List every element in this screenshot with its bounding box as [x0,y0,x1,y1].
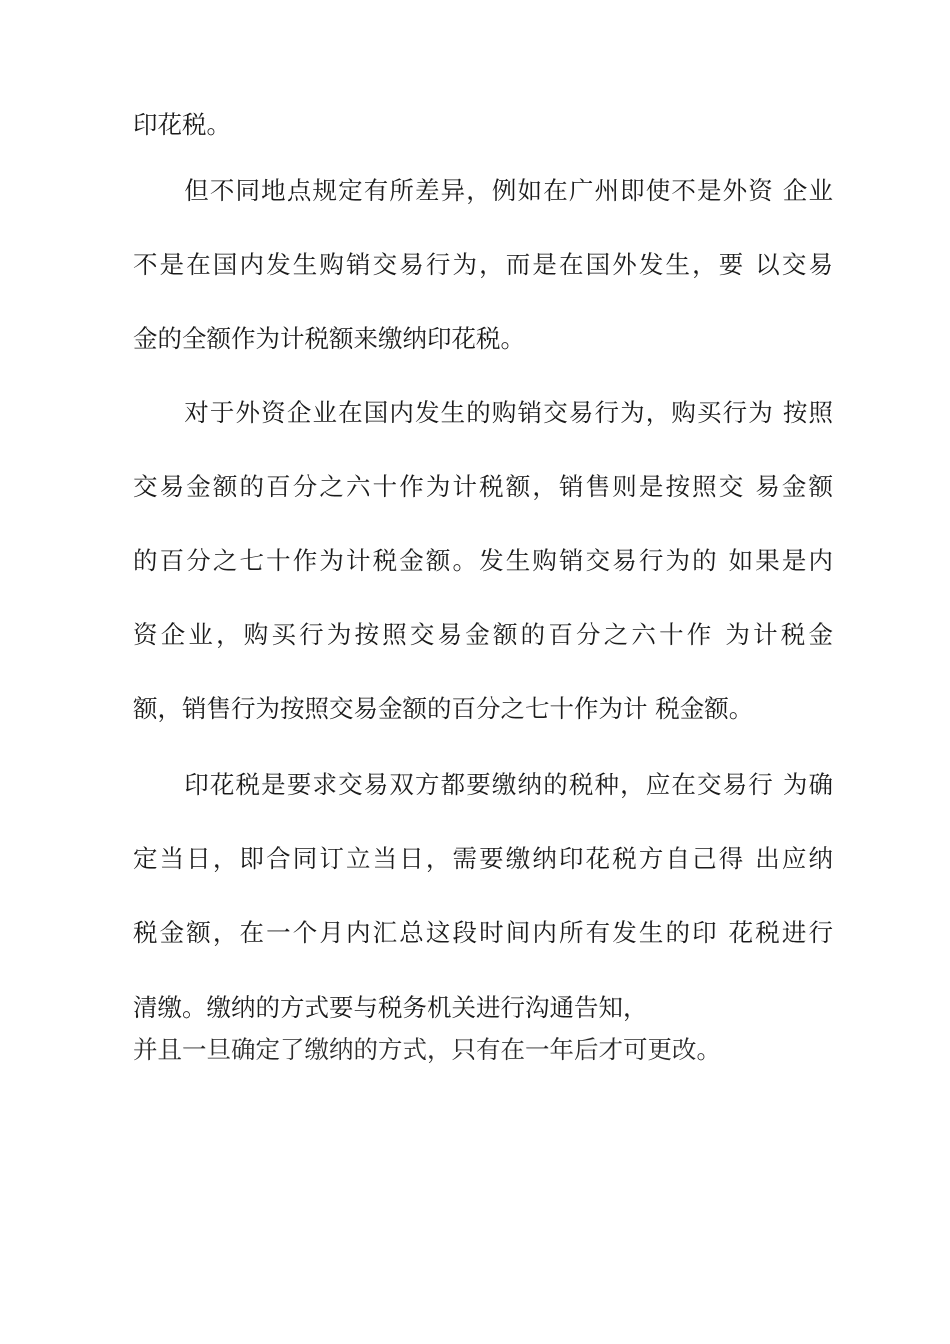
text-line-8: 资企业，购买行为按照交易金额的百分之六十作 为计税金 [133,620,833,649]
text-line-7: 的百分之七十作为计税金额。发生购销交易行为的 如果是内 [133,546,833,575]
text-line-1: 印花税。 [133,110,231,139]
text-line-3: 不是在国内发生购销交易行为，而是在国外发生，要 以交易 [133,250,833,279]
text-line-12: 税金额，在一个月内汇总这段时间内所有发生的印 花税进行 [133,918,833,947]
text-line-5: 对于外资企业在国内发生的购销交易行为，购买行为 按照 [133,398,833,427]
text-line-4: 金的全额作为计税额来缴纳印花税。 [133,324,525,353]
text-line-2: 但不同地点规定有所差异，例如在广州即使不是外资 企业 [133,176,833,205]
text-line-6: 交易金额的百分之六十作为计税额，销售则是按照交 易金额 [133,472,833,501]
text-line-14: 并且一旦确定了缴纳的方式，只有在一年后才可更改。 [133,1035,721,1064]
text-line-9: 额，销售行为按照交易金额的百分之七十作为计 税金额。 [133,694,754,723]
text-line-13: 清缴。缴纳的方式要与税务机关进行沟通告知， [133,993,648,1022]
text-line-11: 定当日，即合同订立当日，需要缴纳印花税方自己得 出应纳 [133,844,833,873]
text-line-10: 印花税是要求交易双方都要缴纳的税种，应在交易行 为确 [133,770,833,799]
